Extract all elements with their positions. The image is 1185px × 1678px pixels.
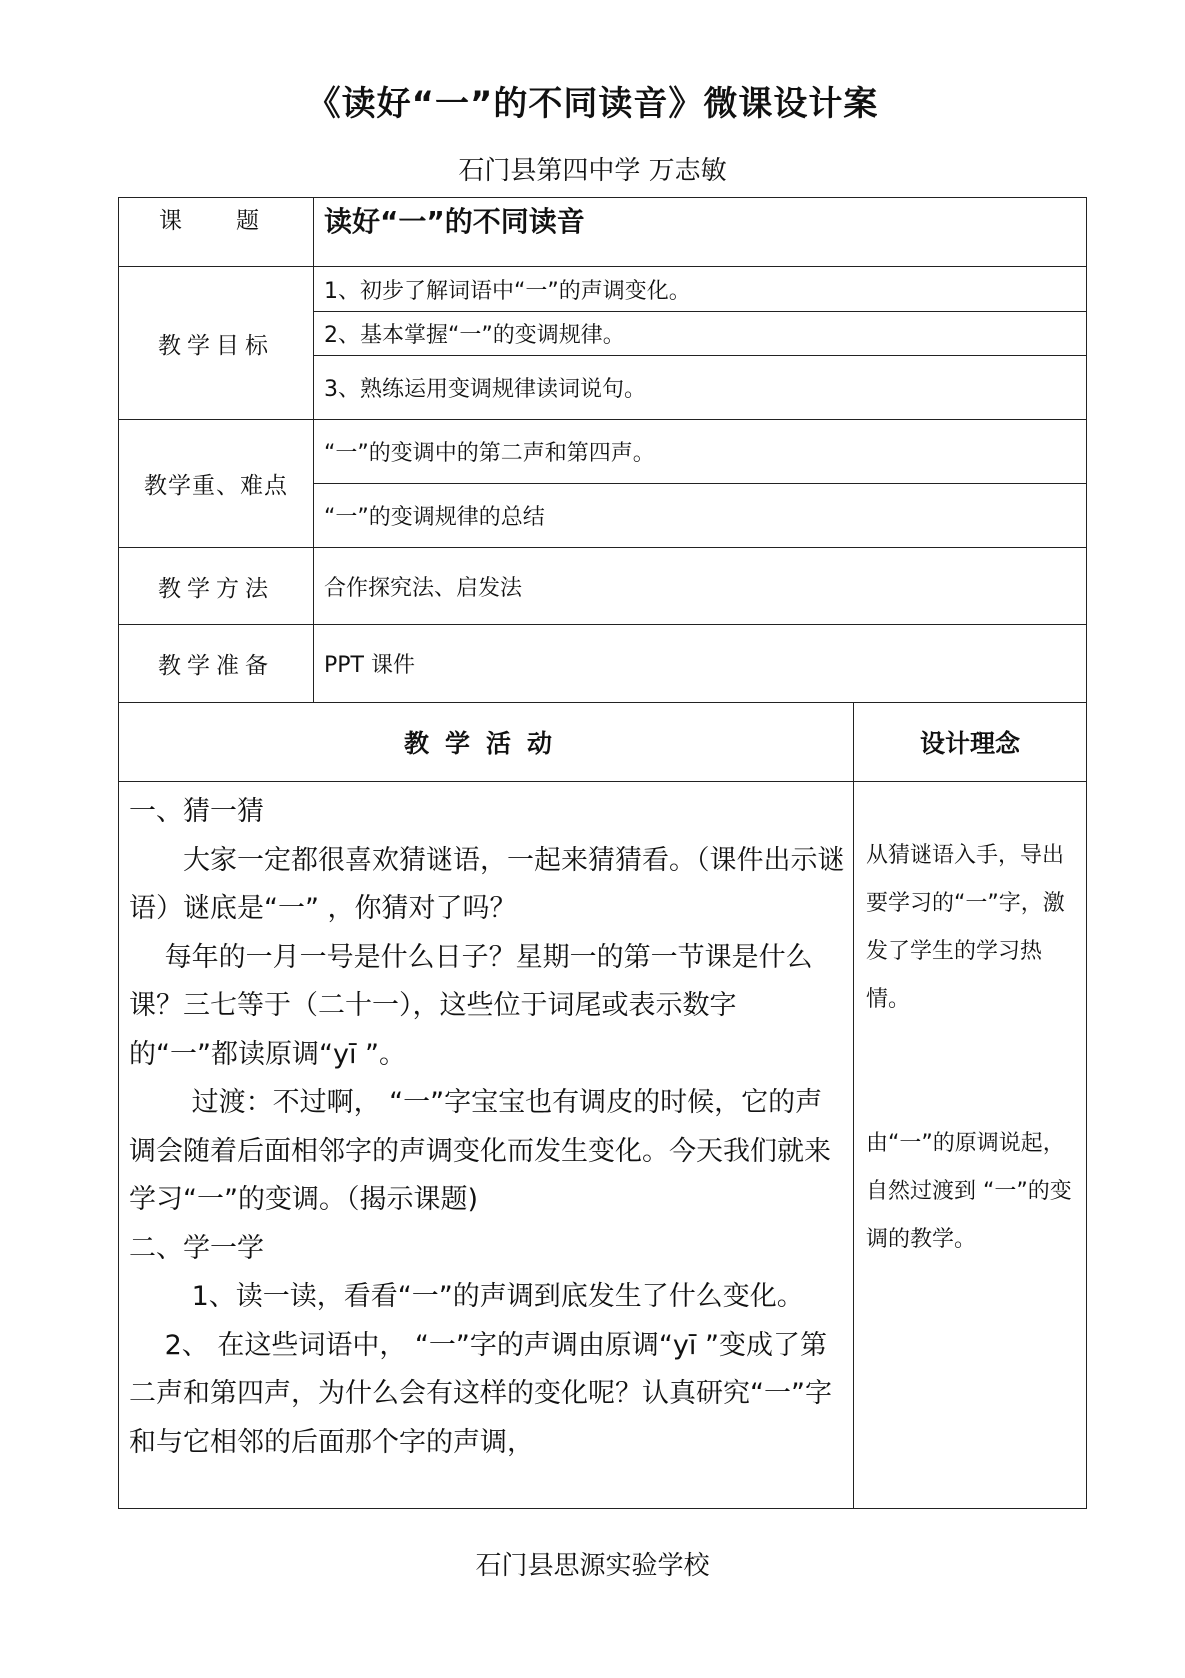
key-point-item: “一”的变调规律的总结 [314,484,1087,548]
topic-label: 课题 [119,198,314,267]
objective-item: 3、熟练运用变调规律读词说句。 [314,356,1087,420]
preparation-row [119,625,1087,703]
activities-header: 教学活动 [119,703,854,782]
concept-spacer [866,1024,1076,1120]
topic-value: 读好“一”的不同读音 [314,198,1087,267]
preparation-value: PPT 课件 [314,625,1087,703]
document-title: 《读好“一”的不同读音》微课设计案 [306,84,879,124]
activity-paragraph: 过渡：不过啊， “一”字宝宝也有调皮的时候，它的声调会随着后面相邻字的声调变化而发生变化。今天我们就来学习“一”的变调。（揭示课题) [129,1087,831,1215]
method-label: 教学方法 [119,548,314,625]
preparation-label: 教学准备 [119,625,314,703]
activity-paragraph: 大家一定都很喜欢猜谜语，一起来猜猜看。（课件出示谜语）谜底是“一” ，你猜对了吗？ [129,844,845,924]
key-points-label: 教学重、难点 [119,420,314,548]
activity-paragraph: 一、猜一猜 [129,796,264,827]
activity-body-row [119,782,1087,1509]
activity-paragraph: 二、学一学 [129,1232,264,1264]
objectives-label: 教学目标 [119,267,314,420]
footer-school: 石门县思源实验学校 [475,1551,710,1581]
activity-header-row [119,703,1087,782]
topic-row [119,198,1087,267]
activity-paragraph: 每年的一月一号是什么日子？星期一的第一节课是什么课？三七等于（二十一），这些位于词尾或表示数字的“一”都读原调“yī ”。 [129,941,813,1070]
concept-header: 设计理念 [854,703,1087,782]
author-line: 石门县第四中学 万志敏 [458,156,727,186]
activity-paragraph: 2、 在这些词语中， “一”字的声调由原调“yī ”变成了第二声和第四声，为什么会有这样的变化呢？认真研究“一”字和与它相邻的后面那个字的声调， [129,1329,832,1458]
objective-row [119,267,1087,312]
concept-paragraph: 由“一”的原调说起，自然过渡到 “一”的变调的教学。 [866,1131,1072,1252]
method-value: 合作探究法、启发法 [314,548,1087,625]
method-row [119,548,1087,625]
concept-content [854,782,1087,1509]
activity-paragraph: 1、读一读，看看“一”的声调到底发生了什么变化。 [129,1281,804,1312]
key-point-item: “一”的变调中的第二声和第四声。 [314,420,1087,484]
objective-item: 1、初步了解词语中“一”的声调变化。 [314,267,1087,312]
objective-item: 2、基本掌握“一”的变调规律。 [314,312,1087,356]
concept-paragraph: 从猜谜语入手，导出要学习的“一”字，激发了学生的学习热情。 [866,843,1065,1012]
key-point-row [119,420,1087,484]
activities-content [119,782,854,1509]
lesson-plan-table [118,197,1087,1509]
